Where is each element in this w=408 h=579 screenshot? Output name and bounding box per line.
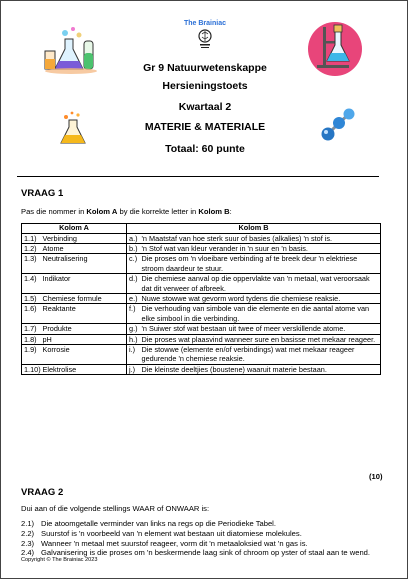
- row-number: 1.9): [22, 344, 41, 364]
- worksheet-header: [1, 1, 408, 177]
- statement-number: 2.3): [21, 538, 35, 548]
- row-number: 1.6): [22, 304, 41, 324]
- topic-title: MATERIE & MATERIALE: [144, 121, 266, 133]
- test-type: Hersieningstoets: [162, 80, 248, 92]
- table-row: [22, 243, 381, 253]
- list-item: [21, 539, 383, 549]
- column-a-term: Verbinding: [41, 233, 127, 243]
- instruction-text: :: [229, 207, 232, 216]
- column-a-term: Reaktante: [41, 304, 127, 324]
- instruction-text: by die korrekte letter in: [117, 207, 199, 216]
- column-b-description: Die verhouding van simbole van die elemente en die aantal atome van elke simbool in die verbinding.: [140, 304, 381, 324]
- question-2-heading: VRAAG 2: [21, 487, 64, 498]
- list-item: [21, 529, 383, 539]
- statement-text: Galvanisering is die proses om 'n beskermende laag sink of chroom op yster of staal aan te wend.: [41, 548, 370, 558]
- list-item: [21, 519, 383, 529]
- statements-list: [21, 519, 383, 558]
- row-letter: f.): [127, 304, 140, 324]
- table-row: [22, 344, 381, 364]
- row-letter: b.): [127, 243, 140, 253]
- table-header-row: [22, 224, 381, 234]
- statement-number: 2.4): [21, 548, 35, 558]
- table-row: [22, 364, 381, 374]
- row-number: 1.7): [22, 324, 41, 334]
- statement-number: 2.1): [21, 519, 35, 528]
- table-row: [22, 324, 381, 334]
- brand-name: The Brainiac: [183, 20, 226, 27]
- question-1-heading: VRAAG 1: [21, 188, 64, 199]
- row-number: 1.3): [22, 254, 41, 274]
- table-row: [22, 274, 381, 294]
- row-letter: a.): [127, 233, 140, 243]
- instruction-column-a: Kolom A: [86, 207, 118, 216]
- row-letter: d.): [127, 274, 140, 294]
- table-row: [22, 304, 381, 324]
- table-row: [22, 293, 381, 303]
- total-marks: Totaal: 60 punte: [165, 143, 245, 155]
- question-1-instruction: [21, 207, 232, 216]
- row-number: 1.2): [22, 243, 41, 253]
- column-a-term: Neutralisering: [41, 254, 127, 274]
- column-b-description: Die stowwe (elemente en/of verbindings) wat met mekaar reageer gedurende 'n chemiese reaksie.: [140, 344, 381, 364]
- row-letter: c.): [127, 254, 140, 274]
- table-row: [22, 254, 381, 274]
- column-b-description: 'n Suiwer stof wat bestaan uit twee of meer verskillende atome.: [140, 324, 381, 334]
- row-letter: h.): [127, 334, 140, 344]
- row-letter: i.): [127, 344, 140, 364]
- column-a-term: Atome: [41, 243, 127, 253]
- column-a-term: Produkte: [41, 324, 127, 334]
- statement-text: Wanneer 'n metaal met suurstof reageer, vorm dit 'n metaaloksied wat 'n gas is.: [41, 538, 308, 548]
- instruction-text: Pas die nommer in: [21, 207, 87, 216]
- matching-table: [21, 223, 381, 375]
- column-b-description: 'n Stof wat van kleur verander in 'n suur en 'n basis.: [140, 243, 381, 253]
- row-number: 1.5): [22, 293, 41, 303]
- row-number: 1.10): [22, 364, 41, 374]
- column-a-term: Chemiese formule: [41, 293, 127, 303]
- statement-text: Suurstof is 'n voorbeeld van 'n element wat bestaan uit diatomiese molekules.: [41, 528, 302, 538]
- row-number: 1.8): [22, 334, 41, 344]
- column-b-header: Kolom B: [127, 224, 381, 234]
- copyright-notice: Copyright © The Brainiac 2023: [21, 557, 98, 563]
- row-number: 1.1): [22, 233, 41, 243]
- column-b-description: Die proses om 'n vloeibare verbinding af te breek deur 'n elektriese stroom daardeur te stuur.: [140, 254, 381, 274]
- subject-title: Gr 9 Natuurwetenskappe: [143, 62, 267, 74]
- row-letter: g.): [127, 324, 140, 334]
- header-divider: [17, 176, 379, 177]
- column-b-description: Die proses wat plaasvind wanneer sure en basisse met mekaar reageer.: [140, 334, 381, 344]
- row-number: 1.4): [22, 274, 41, 294]
- column-a-header: Kolom A: [22, 224, 127, 234]
- column-b-description: Die chemiese aanval op die oppervlakte van 'n metaal, wat veroorsaak dat dit verweer of afbreek.: [140, 274, 381, 294]
- instruction-column-b: Kolom B: [198, 207, 230, 216]
- question-2-instruction: Dui aan of die volgende stellings WAAR of ONWAAR is:: [21, 504, 210, 513]
- column-a-term: Indikator: [41, 274, 127, 294]
- statement-text: Die atoomgetalle verminder van links na regs op die Periodieke Tabel.: [41, 519, 276, 528]
- column-a-term: Korrosie: [41, 344, 127, 364]
- term-label: Kwartaal 2: [178, 101, 232, 113]
- column-b-description: Die kleinste deeltjies (boustene) waaruit materie bestaan.: [140, 364, 381, 374]
- statement-number: 2.2): [21, 528, 35, 538]
- column-b-description: Nuwe stowwe wat gevorm word tydens die chemiese reaksie.: [140, 293, 381, 303]
- brainiac-logo: [197, 28, 213, 50]
- table-row: [22, 233, 381, 243]
- column-b-description: 'n Maatstaf van hoe sterk suur of basies (alkalies) 'n stof is.: [140, 233, 381, 243]
- column-a-term: Elektrolise: [41, 364, 127, 374]
- row-letter: e.): [127, 293, 140, 303]
- row-letter: j.): [127, 364, 140, 374]
- table-row: [22, 334, 381, 344]
- column-a-term: pH: [41, 334, 127, 344]
- question-1-marks: (10): [369, 472, 383, 481]
